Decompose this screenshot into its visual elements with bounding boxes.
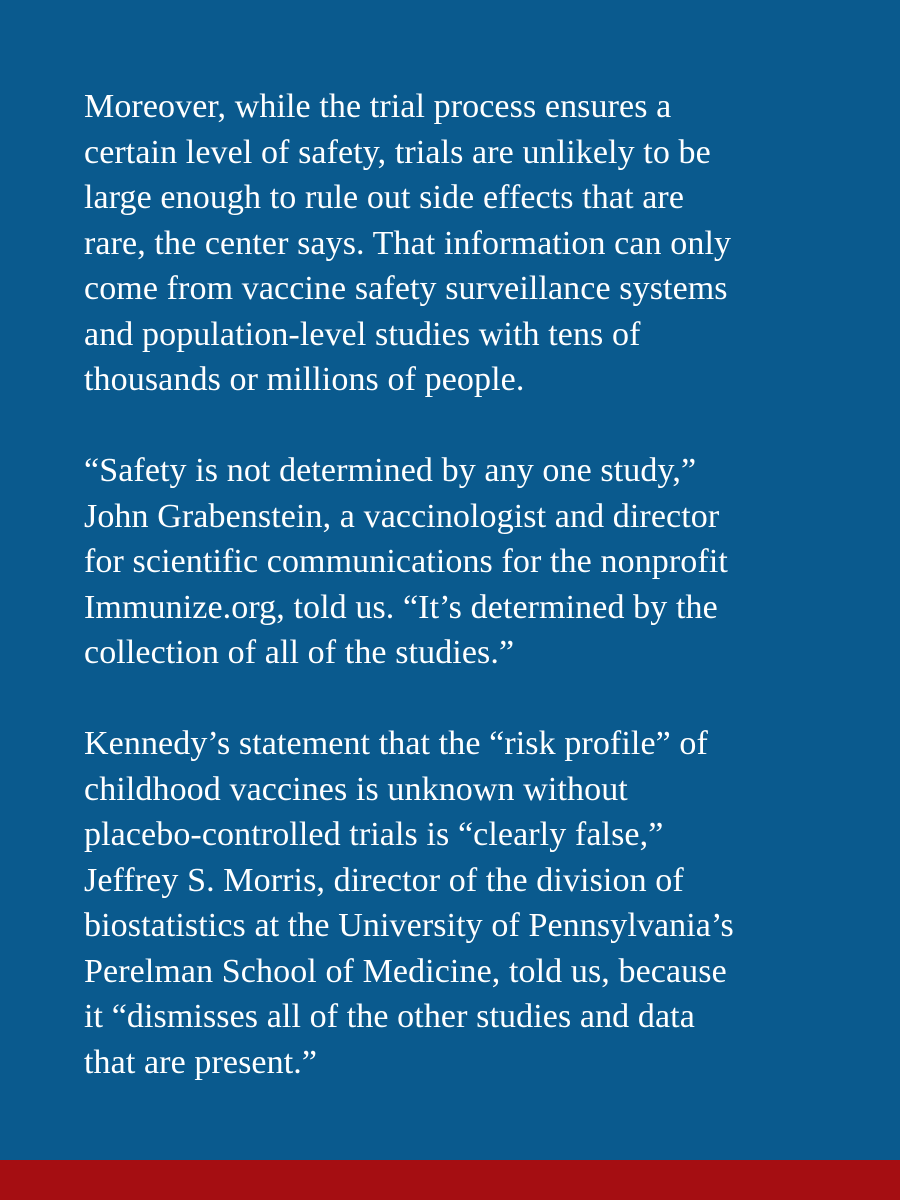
paragraph-morris-quote: Kennedy’s statement that the “risk profile” of childhood vaccines is unknown without placebo-controlled trials is “clearly false,” Jeffrey S. Morris, director of the division of biostatistics at the University of Pennsylvania’s Perelman School of Medicine, told us, because it “dismisses all of the other studies and data that are present.” xyxy=(84,725,734,1081)
text-block xyxy=(84,84,844,1085)
bottom-accent-bar xyxy=(0,1160,900,1200)
paragraph-grabenstein-quote: “Safety is not determined by any one study,” John Grabenstein, a vaccinologist and director for scientific communications for the nonprofit Immunize.org, told us. “It’s determined by the collection of all of the studies.” xyxy=(84,452,728,671)
paragraph-trial-safety: Moreover, while the trial process ensures a certain level of safety, trials are unlikely to be large enough to rule out side effects that are rare, the center says. That information can only come from vaccine safety surveillance systems and population-level studies with tens of thousands or millions of people. xyxy=(84,88,732,398)
